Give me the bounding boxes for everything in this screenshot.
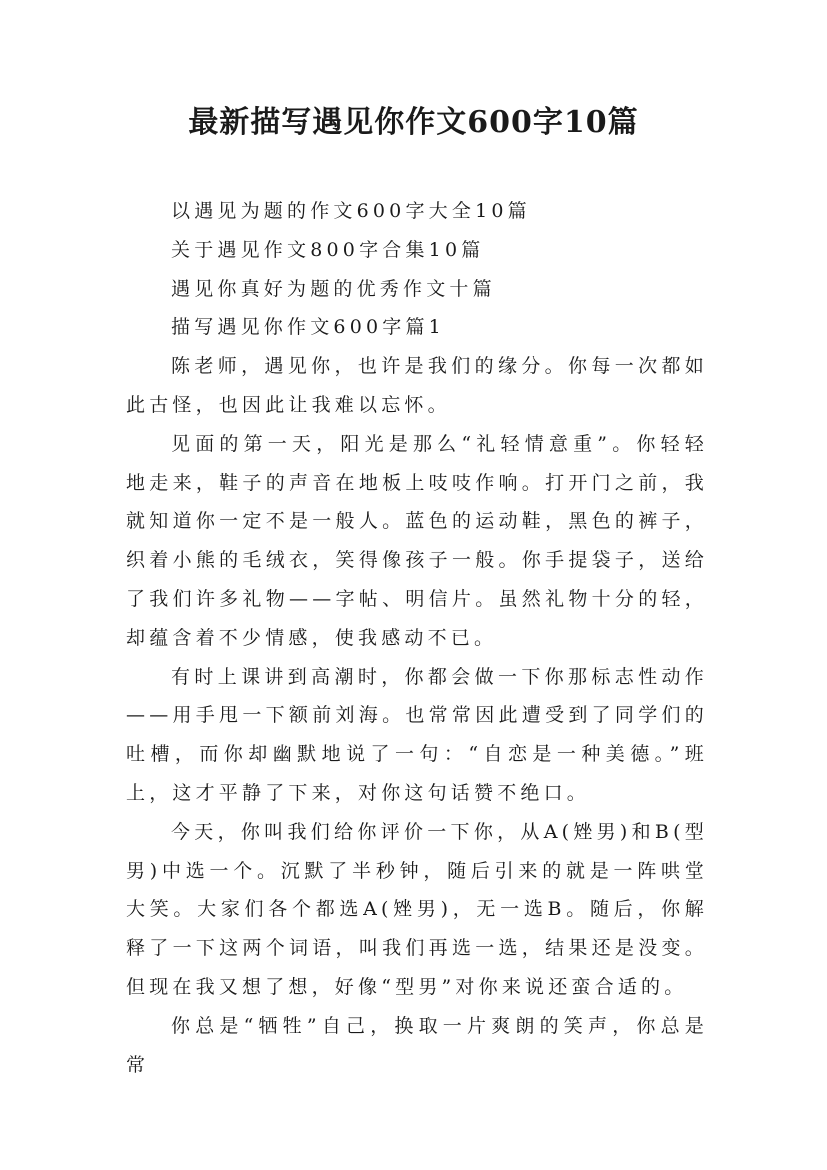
paragraph: 今天，你叫我们给你评价一下你，从A(矬男)和B(型男)中选一个。沉默了半秒钟，随后引来的就是一阵哄堂大笑。大家们各个都选A(矬男)，无一选B。随后，你解释了一下这两个词语，叫我们再选一选，结果还是没变。但现在我又想了想，好像“型男”对你来说还蛮合适的。 (126, 820, 708, 998)
toc-item: 遇见你真好为题的优秀作文十篇 (171, 277, 496, 300)
paragraph: 见面的第一天，阳光是那么“礼轻情意重”。你轻轻地走来，鞋子的声音在地板上吱吱作响。打开门之前，我就知道你一定不是一般人。蓝色的运动鞋，黑色的裤子，织着小熊的毛绒衣，笑得像孩子一般。你手提袋子，送给了我们许多礼物——字帖、明信片。虽然礼物十分的轻，却蕴含着不少情感，使我感动不已。 (126, 432, 708, 649)
document-title: 最新描写遇见你作文600字10篇 (188, 105, 639, 140)
toc-item: 关于遇见作文800字合集10篇 (171, 238, 485, 261)
document-body (126, 192, 708, 1084)
paragraph: 陈老师，遇见你，也许是我们的缘分。你每一次都如此古怪，也因此让我难以忘怀。 (126, 355, 708, 416)
paragraph: 有时上课讲到高潮时，你都会做一下你那标志性动作——用手甩一下额前刘海。也常常因此遭受到了同学们的吐槽，而你却幽默地说了一句：“自恋是一种美德。”班上，这才平静了下来，对你这句话赞不绝口。 (126, 665, 708, 804)
toc-item: 描写遇见你作文600字篇1 (171, 316, 445, 339)
toc-item: 以遇见为题的作文600字大全10篇 (171, 200, 531, 222)
paragraph: 你总是“牺牲”自己，换取一片爽朗的笑声，你总是常 (126, 1014, 708, 1076)
